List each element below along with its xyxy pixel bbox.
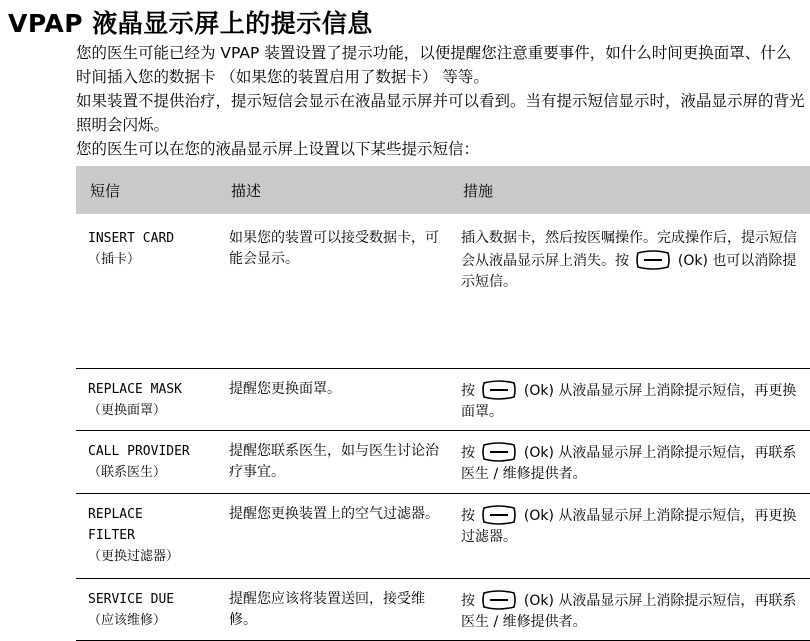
ok-button-icon (481, 589, 517, 611)
action-cell (449, 368, 810, 430)
message-translation: （更换过滤器） (88, 548, 180, 564)
ok-button-icon (481, 504, 517, 526)
message-code: CALL PROVIDER (88, 443, 190, 459)
action-text: (Ok) 也可以消除提示短信。 (461, 253, 797, 290)
message-cell (76, 430, 217, 493)
message-code: REPLACE MASK (88, 381, 182, 397)
intro-paragraph: 您的医生可能已经为 VPAP 装置设置了提示功能，以便提醒您注意重要事件，如什么时间更换面罩、什么时间插入您的数据卡 （如果您的装置启用了数据卡） 等等。 (76, 44, 792, 86)
header-description: 描述 (217, 166, 449, 214)
message-code: REPLACE FILTER (88, 506, 143, 543)
table-row (76, 493, 810, 578)
action-text: 按 (461, 507, 475, 524)
message-translation: （应该维修） (88, 612, 167, 628)
message-code: INSERT CARD (88, 231, 175, 246)
action-text: (Ok) 从液晶显示屏上消除提示短信，再联系医生 / 维修提供者。 (461, 592, 797, 630)
ok-button-icon (481, 441, 517, 463)
intro-paragraph: 您的医生可以在您的液晶显示屏上设置以下某些提示短信： (76, 140, 480, 158)
intro-text (76, 41, 806, 161)
ok-button-icon (635, 249, 671, 271)
description-cell: 提醒您应该将装置送回，接受维修。 (217, 578, 449, 640)
description-cell: 提醒您更换装置上的空气过滤器。 (217, 493, 449, 578)
message-cell (76, 493, 217, 578)
table-row (76, 214, 810, 368)
action-text: 按 (461, 382, 475, 399)
table-row (76, 578, 810, 640)
message-translation: （更换面罩） (88, 402, 167, 418)
table-row (76, 430, 810, 493)
action-text: (Ok) 从液晶显示屏上消除提示短信，再更换过滤器。 (461, 507, 797, 545)
header-action: 措施 (449, 166, 810, 214)
action-text: (Ok) 从液晶显示屏上消除提示短信，再更换面罩。 (461, 382, 797, 420)
message-cell (76, 368, 217, 430)
description-cell: 提醒您更换面罩。 (217, 368, 449, 430)
action-text: 按 (461, 592, 475, 609)
reminder-table (76, 166, 810, 641)
action-cell (449, 493, 810, 578)
message-translation: （联系医生） (88, 464, 167, 480)
action-text: 插入数据卡，然后按医嘱操作。完成操作后，提示短信会从液晶显示屏上消失。按 (461, 230, 797, 269)
action-cell (449, 578, 810, 640)
description-cell: 提醒您联系医生，如与医生讨论治疗事宜。 (217, 430, 449, 493)
action-cell (449, 214, 810, 368)
action-text: 按 (461, 444, 475, 461)
message-cell (76, 214, 217, 368)
message-translation: （插卡） (88, 252, 141, 267)
description-cell: 如果您的装置可以接受数据卡，可能会显示。 (217, 214, 449, 368)
table-row (76, 368, 810, 430)
header-message: 短信 (76, 166, 217, 214)
ok-button-icon (481, 379, 517, 401)
intro-paragraph: 如果装置不提供治疗，提示短信会显示在液晶显示屏并可以看到。当有提示短信显示时，液晶显示屏的背光照明会闪烁。 (76, 92, 805, 134)
action-cell (449, 430, 810, 493)
action-text: (Ok) 从液晶显示屏上消除提示短信，再联系医生 / 维修提供者。 (461, 444, 797, 482)
message-cell (76, 578, 217, 640)
page-title: VPAP 液晶显示屏上的提示信息 (8, 9, 373, 38)
table-header-row (76, 166, 810, 214)
message-code: SERVICE DUE (88, 591, 175, 607)
